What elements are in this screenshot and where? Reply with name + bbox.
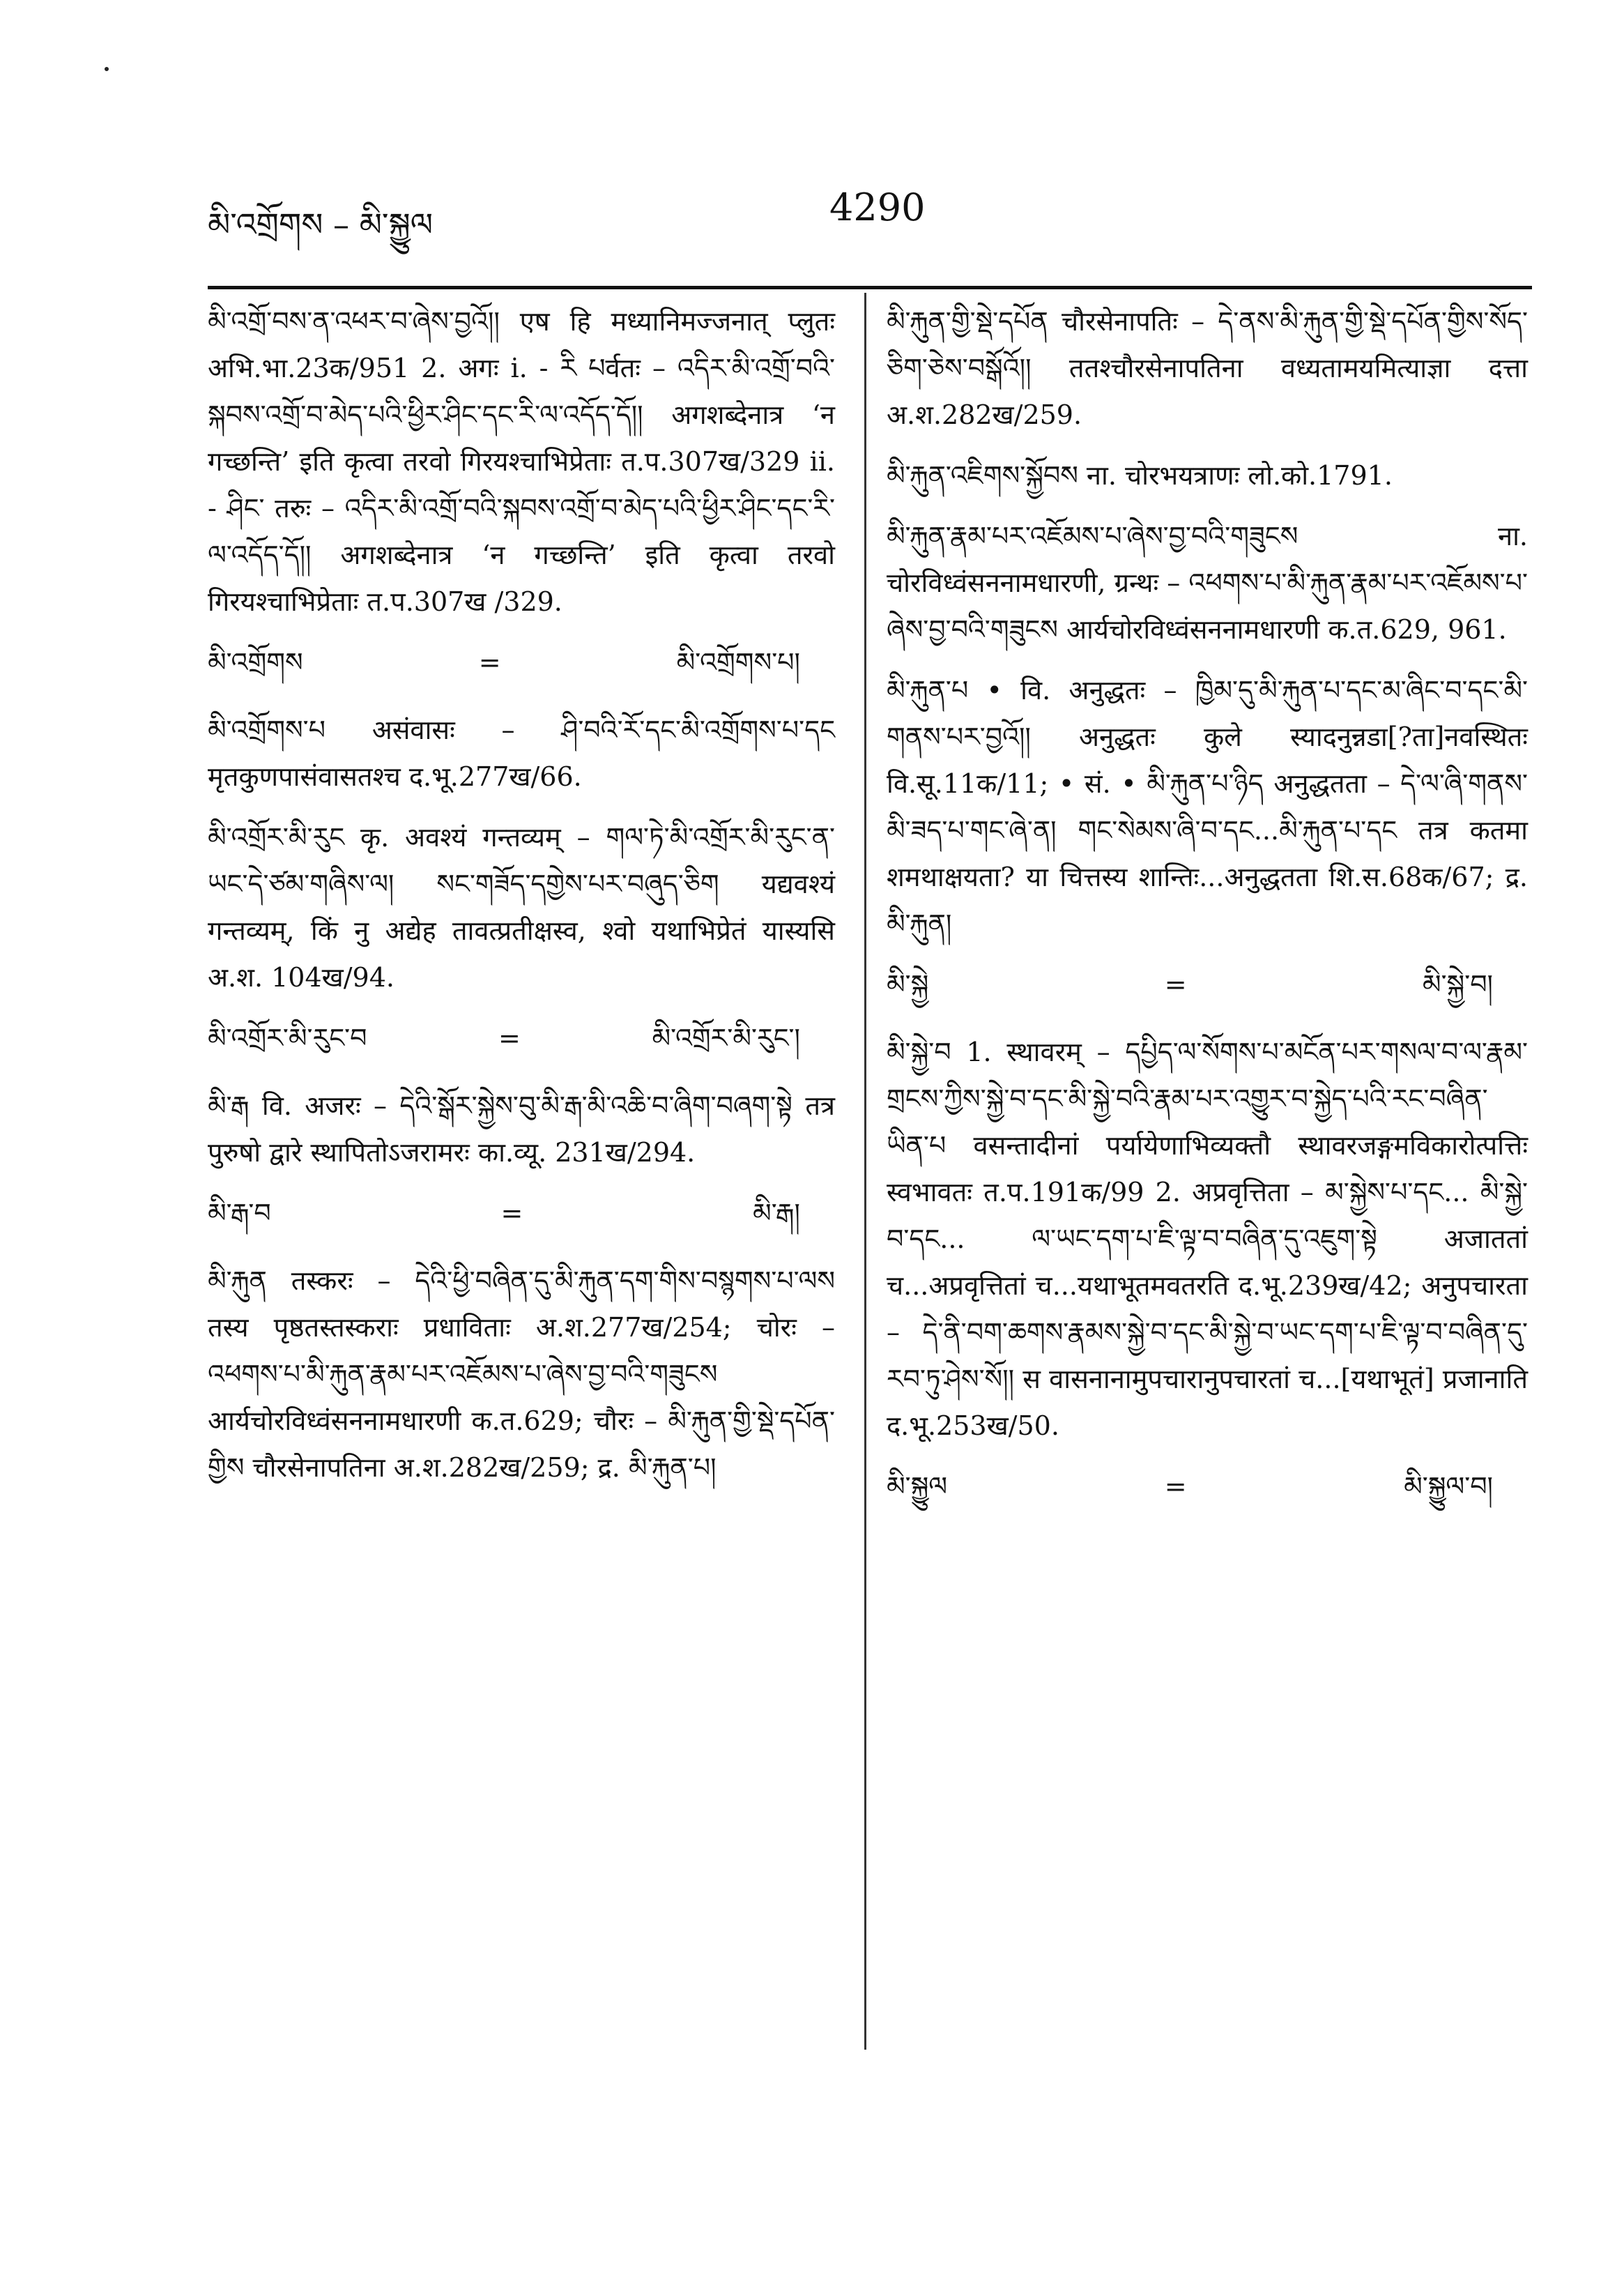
equals-sign: = xyxy=(498,1023,521,1053)
entry-mi-hgrogs xyxy=(208,639,835,686)
equals-sign: = xyxy=(500,1198,523,1228)
column-divider xyxy=(864,293,866,2050)
right-column xyxy=(887,298,1528,1531)
header-rule xyxy=(208,286,1532,289)
entry-mi-rga-ba xyxy=(208,1190,835,1237)
entry-mi-rkun-pa: མི་རྐུན་པ • वि. अनुद्धतः – ཁྱིམ་དུ་མི་རྐུན་པ་དང་མ་ཞིང་བ་དང་མི་གནས་པར་བྱའོ།། अनुद्धतः कुले स्यादनुन्नडा[?ता]नवस्थितः वि.सू.11क/11; • सं. • མི་རྐུན་པ་ཉིད अनुद्धतता – དེ་ལ་ཞི་གནས་མི་ཟད་པ་གང་ཞེ་ན། གང་སེམས་ཞི་བ་དང...མི་རྐུན་པ་དང तत्र कतमा शमथाक्षयता? या चित्तस्य शान्तिः...अनुद्धतता शि.स.68क/67; द्र. མི་རྐུན། xyxy=(887,675,1528,939)
entry-mi-hgrogs-pa: མི་འགྲོགས་པ असंवासः – ཤི་བའི་རོ་དང་མི་འགྲོགས་པ་དང मृतकुणपासंवासतश्च द.भू.277ख/66. xyxy=(208,715,835,792)
entry-mi-rkun-hjigs-skyob: མི་རྐུན་འཇིགས་སྐྱོབས ना. चोरभयत्राणः लो.को.1791. xyxy=(887,460,1393,491)
headword: མི་སྐྱེ xyxy=(887,969,929,1000)
entry-mi-skye-ba: མི་སྐྱེ་བ 1. स्थावरम् – དཔྱིད་ལ་སོགས་པ་མངོན་པར་གསལ་བ་ལ་རྣམ་གྲངས་ཀྱིས་སྐྱེ་བ་དང་མི་སྐྱེ་བའི་རྣམ་པར་འགྱུར་བ་སྐྱེད་པའི་རང་བཞིན་ཡིན་པ वसन्तादीनां पर्यायेणाभिव्यक्तौ स्थावरजङ्गमविकारोत्पत्तिः स्वभावतः त.प.191क/99 2. अप्रवृत्तिता – མ་སྐྱེས་པ་དང... མི་སྐྱེ་བ་དང... ལ་ཡང་དག་པ་ཇི་ལྟ་བ་བཞིན་དུ་འཇུག་སྟེ अजाततां च...अप्रवृत्तितां च...यथाभूतमवतरति द.भू.239ख/42; अनुपचारता – དེ་ནི་བག་ཆགས་རྣམས་སྐྱེ་བ་དང་མི་སྐྱེ་བ་ཡང་དག་པ་ཇི་ལྟ་བ་བཞིན་དུ་རབ་ཏུ་ཤེས་སོ།། स वासनानामुपचारानुपचारतां च...[यथाभूतं] प्रजानाति द.भू.253ख/50. xyxy=(887,1037,1528,1441)
entry-mi-rkun-gyi-sde-dpon: མི་རྐུན་གྱི་སྡེ་དཔོན चौरसेनापतिः – དེ་ནས་མི་རྐུན་གྱི་སྡེ་དཔོན་གྱིས་སོད་ཅིག་ཅེས་བསྒོའོ།། ततश्चौरसेनापतिना वध्यतामयमित्याज्ञा दत्ता अ.श.282ख/259. xyxy=(887,306,1528,430)
headword: མི་འགྲོར་མི་རུང་བ xyxy=(208,1023,367,1053)
header-guide-words: མི་འགྲོགས – མི་སྐྱུལ xyxy=(208,206,434,243)
cross-reference: མི་འགྲོར་མི་རུང་། xyxy=(652,1023,800,1053)
cross-reference: མི་སྐྱེ་བ། xyxy=(1422,969,1493,1000)
cross-reference: མི་རྒ། xyxy=(753,1198,800,1228)
headword: མི་རྒ་བ xyxy=(208,1198,271,1228)
entry-mi-hgror-mi-rung-ba xyxy=(208,1015,835,1062)
cross-reference: མི་སྐྱུལ་བ། xyxy=(1404,1471,1493,1502)
cross-reference: མི་འགྲོགས་པ། xyxy=(676,647,800,678)
entry-mi-skyul xyxy=(887,1463,1528,1510)
headword: མི་སྐྱུལ xyxy=(887,1471,948,1502)
equals-sign: = xyxy=(1164,969,1187,1000)
entry-mi-rkun: མི་རྐུན तस्करः – དེའི་ཕྱི་བཞིན་དུ་མི་རྐུན་དག་གིས་བསྙགས་པ་ལས तस्य पृष्ठतस्तस्कराः प्रधाविताः अ.श.277ख/254; चोरः – འཕགས་པ་མི་རྐུན་རྣམ་པར་འཇོམས་པ་ཞེས་བྱ་བའི་གཟུངས आर्यचोरविध्वंसननामधारणी क.त.629; चौरः – མི་རྐུན་གྱི་སྡེ་དཔོན་གྱིས चौरसेनापतिना अ.श.282ख/259; द्र. མི་རྐུན་པ། xyxy=(208,1265,835,1483)
headword: མི་འགྲོགས xyxy=(208,647,303,678)
page-number: 4290 xyxy=(829,185,926,229)
entry-mi-skye xyxy=(887,961,1528,1008)
entry-mi-rkun-rnam-par-hjoms-pa: མི་རྐུན་རྣམ་པར་འཇོམས་པ་ཞེས་བྱ་བའི་གཟུངས ना. चोरविध्वंसननामधारणी, ग्रन्थः – འཕགས་པ་མི་རྐུན་རྣམ་པར་འཇོམས་པ་ཞེས་བྱ་བའི་གཟུངས आर्यचोरविध्वंसननामधारणी क.त.629, 961. xyxy=(887,521,1528,645)
stray-dot xyxy=(105,67,109,71)
entry-mi-rga: མི་རྒ वि. अजरः – དེའི་སྒོར་སྐྱེས་བུ་མི་རྒ་མི་འཆི་བ་ཞིག་བཞག་སྟེ तत्र पुरुषो द्वारे स्थापितोऽजरामरः का.व्यू. 231ख/294. xyxy=(208,1090,835,1168)
entry-continuation: མི་འགྲོ་བས་ན་འཕར་བ་ཞེས་བྱའོ།། एष हि मध्यानिमज्जनात् प्लुतः अभि.भा.23क/951 2. अगः i. - རི པर्वतः – འདིར་མི་འགྲོ་བའི་སྐབས་འགྲོ་བ་མེད་པའི་ཕྱིར་ཤིང་དང་རི་ལ་འདོད་དོ།། अगशब्देनात्र ‘न गच्छन्ति’ इति कृत्वा तरवो गिरयश्चाभिप्रेताः त.प.307ख/329 ii. - ཤིང་ तरुः – འདིར་མི་འགྲོ་བའི་སྐབས་འགྲོ་བ་མེད་པའི་ཕྱིར་ཤིང་དང་རི་ལ་འདོད་དོ།། अगशब्देनात्र ‘न गच्छन्ति’ इति कृत्वा तरवो गिरयश्चाभिप्रेताः त.प.307ख /329. xyxy=(208,306,835,617)
equals-sign: = xyxy=(478,647,501,678)
left-column xyxy=(208,298,835,1505)
entry-mi-hgror-mi-rung: མི་འགྲོར་མི་རུང कृ. अवश्यं गन्तव्यम् – གལ་ཏེ་མི་འགྲོར་མི་རུང་ན་ཡང་དེ་ཙམ་གཞིས་ལ། སང་གཟོད་དགྱེས་པར་བཞུད་ཅིག यद्यवश्यं गन्तव्यम्, किं नु अद्येह तावत्प्रतीक्षस्व, श्वो यथाभिप्रेतं यास्यसि अ.श. 104ख/94. xyxy=(208,822,835,993)
equals-sign: = xyxy=(1164,1471,1187,1502)
